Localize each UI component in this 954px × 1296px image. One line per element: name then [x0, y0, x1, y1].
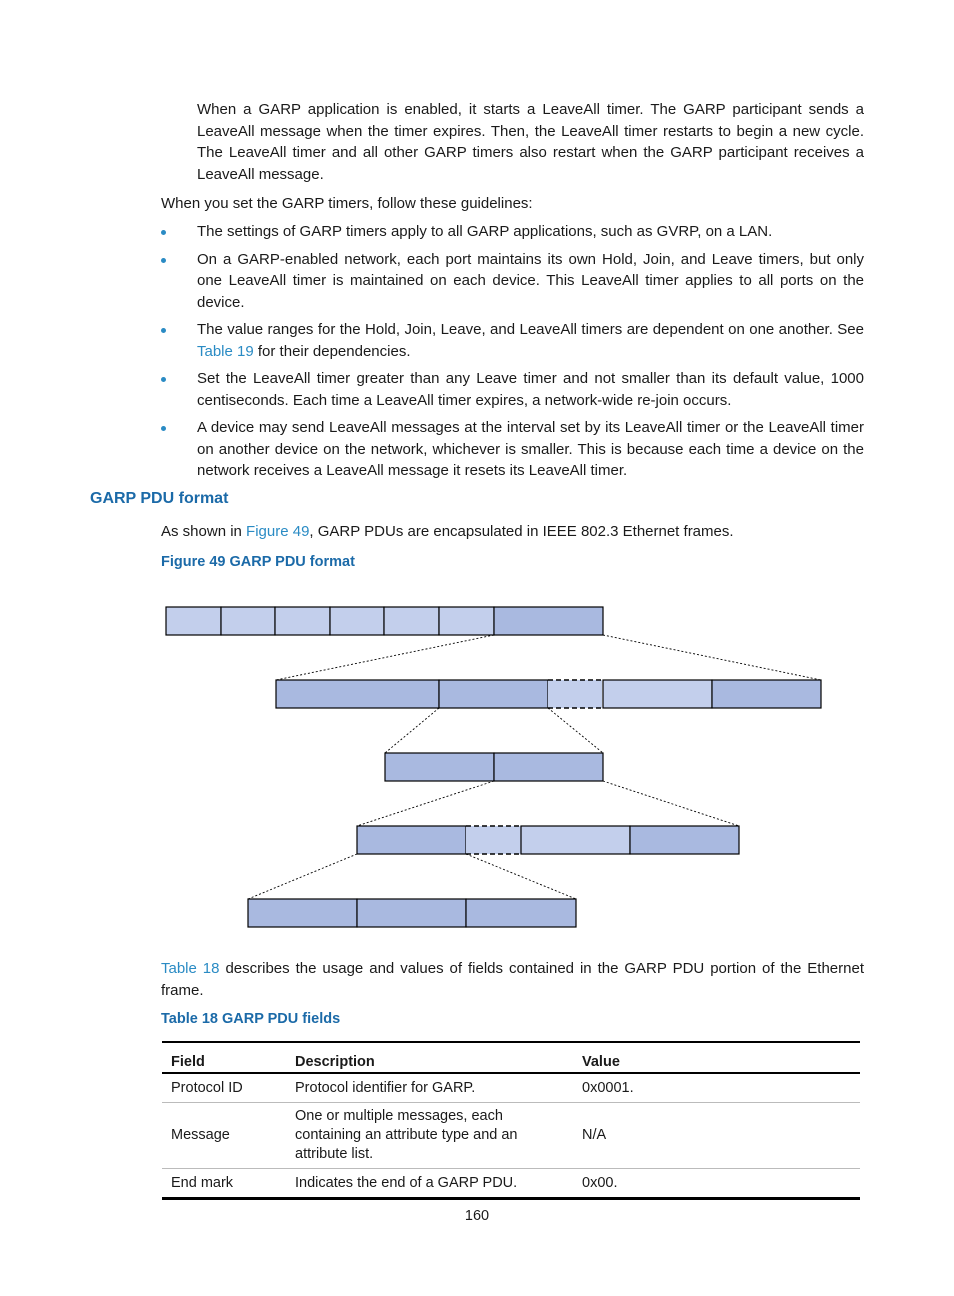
attribute-end-mark-field — [630, 826, 739, 854]
cell-description: Indicates the end of a GARP PDU. — [286, 1168, 573, 1198]
cell-field: Protocol ID — [162, 1073, 286, 1102]
attribute-value-field — [466, 899, 576, 927]
garp-pdu-field — [494, 607, 603, 635]
table-19-link[interactable]: Table 19 — [197, 342, 254, 360]
additional-attribute-field — [466, 826, 521, 854]
expansion-line — [548, 708, 603, 753]
frame-field — [439, 607, 494, 635]
attribute-event-field — [357, 899, 466, 927]
frame-field — [384, 607, 439, 635]
expansion-line — [276, 635, 494, 680]
shown-paragraph: As shown in Figure 49, GARP PDUs are encapsulated in IEEE 802.3 Ethernet frames. — [161, 523, 734, 540]
list-item: The settings of GARP timers apply to all GARP applications, such as GVRP, on a LAN. — [197, 221, 864, 243]
table-header-row — [162, 1042, 860, 1073]
describes-paragraph: Table 18 describes the usage and values of fields contained in the GARP PDU portion of the Ethernet frame. — [161, 960, 864, 999]
cell-field: End mark — [162, 1168, 286, 1198]
expansion-line — [603, 781, 739, 826]
figure-caption: Figure 49 GARP PDU format — [161, 554, 355, 570]
table-row — [162, 1102, 860, 1168]
cell-field: Message — [162, 1102, 286, 1168]
expansion-line — [385, 708, 439, 753]
header-value: Value — [573, 1042, 860, 1073]
table-18-link[interactable]: Table 18 — [161, 960, 220, 977]
cell-description: Protocol identifier for GARP. — [286, 1073, 573, 1102]
expansion-line — [603, 635, 821, 680]
attribute-n-field — [521, 826, 630, 854]
intro-paragraph: When a GARP application is enabled, it starts a LeaveAll timer. The GARP participant sends a LeaveAll message when the timer expires. Then, the LeaveAll timer restarts to begin a new cycle. The LeaveAll timer and all other GARP timers also restart when the GARP participant receives a LeaveAll message. — [197, 101, 864, 183]
expansion-line — [357, 781, 494, 826]
figure-49-link[interactable]: Figure 49 — [246, 523, 310, 540]
attribute-field — [357, 826, 466, 854]
table-row — [162, 1168, 860, 1198]
cell-description: One or multiple messages, each containing an attribute type and an attribute list. — [286, 1102, 573, 1168]
list-item: On a GARP-enabled network, each port maintains its own Hold, Join, and Leave timers, but only one LeaveAll timer is maintained on each device. This LeaveAll timer applies to all ports on the device. — [197, 249, 864, 314]
additional-message-field — [548, 680, 602, 708]
guidelines-lead: When you set the GARP timers, follow these guidelines: — [161, 195, 533, 212]
list-item: A device may send LeaveAll messages at the interval set by its LeaveAll timer or the LeaveAll timer on another device on the network, whichever is smaller. This is because each time a device on the network receives a LeaveAll message it resets its LeaveAll timer. — [197, 417, 864, 482]
page-number: 160 — [464, 1208, 490, 1224]
message-n-field — [603, 680, 712, 708]
cell-value: 0x00. — [573, 1168, 860, 1198]
protocol-id-field — [276, 680, 439, 708]
message-field — [439, 680, 548, 708]
frame-field — [330, 607, 384, 635]
header-field: Field — [162, 1042, 286, 1073]
table-row — [162, 1073, 860, 1102]
cell-value: 0x0001. — [573, 1073, 860, 1102]
section-heading: GARP PDU format — [90, 490, 229, 507]
table-caption: Table 18 GARP PDU fields — [161, 1011, 341, 1027]
list-item: Set the LeaveAll timer greater than any Leave timer and not smaller than its default value, 1000 centiseconds. Each time a LeaveAll timer expires, a network-wide re-join occurs. — [197, 368, 864, 411]
header-description: Description — [286, 1042, 573, 1073]
attribute-length-field — [248, 899, 357, 927]
cell-value: N/A — [573, 1102, 860, 1168]
attribute-type-field — [385, 753, 494, 781]
end-mark-field — [712, 680, 821, 708]
expansion-line — [466, 854, 576, 899]
frame-field — [221, 607, 275, 635]
list-item: The value ranges for the Hold, Join, Leave, and LeaveAll timers are dependent on one another. See Table 19 for their dependencies. — [197, 319, 864, 362]
attribute-list-field — [494, 753, 603, 781]
garp-pdu-fields-table — [162, 1041, 860, 1200]
frame-field — [275, 607, 330, 635]
expansion-line — [248, 854, 357, 899]
frame-field — [166, 607, 221, 635]
